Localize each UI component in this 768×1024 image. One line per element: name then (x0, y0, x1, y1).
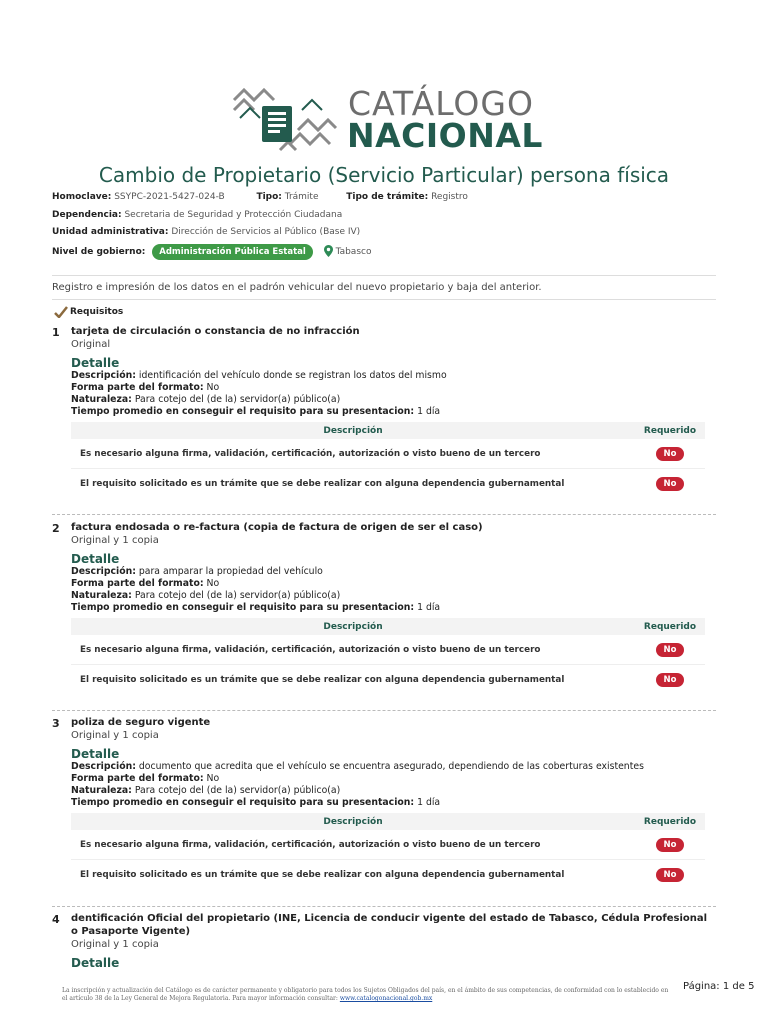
detalle-forma: Forma parte del formato: No (71, 773, 220, 784)
requisito-copies: Original y 1 copia (71, 730, 159, 741)
requerido-badge: No (656, 447, 685, 461)
table-row: Es necesario alguna firma, validación, certificación, autorización o visto bueno de un tercero No (71, 439, 705, 469)
detalle-naturaleza: Naturaleza: Para cotejo del (de la) servidor(a) público(a) (71, 394, 341, 405)
detalle-naturaleza: Naturaleza: Para cotejo del (de la) servidor(a) público(a) (71, 590, 341, 601)
col-requerido: Requerido (635, 422, 705, 439)
detalle-heading: Detalle (71, 956, 120, 970)
homoclave-value: SSYPC-2021-5427-024-B (114, 192, 225, 202)
checkmark-icon (54, 306, 68, 318)
detalle-tiempo: Tiempo promedio en conseguir el requisito para su presentacion: 1 día (71, 602, 441, 613)
detalle-heading: Detalle (71, 747, 120, 761)
table-row: Es necesario alguna firma, validación, certificación, autorización o visto bueno de un tercero No (71, 830, 705, 860)
table-row: El requisito solicitado es un trámite que se debe realizar con alguna dependencia gubernamental No (71, 665, 705, 695)
requisitos-header (54, 306, 123, 318)
requisito-copies: Original y 1 copia (71, 535, 159, 546)
requisito-title: factura endosada o re-factura (copia de factura de origen de ser el caso) (71, 522, 483, 533)
requerido-badge: No (656, 838, 685, 852)
homoclave-label: Homoclave: (52, 192, 112, 202)
requisito-copies: Original y 1 copia (71, 939, 159, 950)
detalle-descripcion: Descripción: para amparar la propiedad del vehículo (71, 566, 323, 577)
dependencia-label: Dependencia: (52, 210, 122, 220)
requisito-table (71, 813, 705, 889)
unidad-label: Unidad administrativa: (52, 227, 169, 237)
detalle-forma: Forma parte del formato: No (71, 382, 220, 393)
tipo-tramite-label: Tipo de trámite: (346, 192, 429, 202)
page-title: Cambio de Propietario (Servicio Particular) persona física (98, 163, 670, 187)
detalle-forma: Forma parte del formato: No (71, 578, 220, 589)
requisito-number: 3 (52, 717, 60, 730)
requerido-badge: No (656, 868, 685, 882)
requerido-badge: No (656, 643, 685, 657)
meta-row-nivel (52, 244, 371, 260)
table-row: El requisito solicitado es un trámite que se debe realizar con alguna dependencia gubernamental No (71, 469, 705, 499)
item-separator (52, 710, 716, 711)
requisito-table (71, 618, 705, 694)
detalle-descripcion: Descripción: documento que acredita que el vehículo se encuentra asegurado, dependiendo de las coberturas existentes (71, 761, 644, 772)
col-requerido: Requerido (635, 618, 705, 635)
col-descripcion: Descripción (71, 422, 635, 439)
meta-row-homoclave (52, 192, 468, 202)
detalle-naturaleza: Naturaleza: Para cotejo del (de la) servidor(a) público(a) (71, 785, 341, 796)
detalle-heading: Detalle (71, 356, 120, 370)
divider (52, 275, 716, 276)
footer-link[interactable]: www.catalogonacional.gob.mx (339, 995, 433, 1002)
unidad-value: Dirección de Servicios al Público (Base IV) (171, 227, 361, 237)
requisito-table (71, 422, 705, 498)
requisito-number: 4 (52, 913, 60, 926)
table-row: Es necesario alguna firma, validación, certificación, autorización o visto bueno de un tercero No (71, 635, 705, 665)
item-separator (52, 906, 716, 907)
requerido-badge: No (656, 673, 685, 687)
nivel-label: Nivel de gobierno: (52, 247, 146, 257)
dependencia-value: Secretaria de Seguridad y Protección Ciudadana (124, 210, 343, 220)
requisito-copies: Original (71, 339, 111, 350)
detalle-descripcion: Descripción: identificación del vehículo donde se registran los datos del mismo (71, 370, 447, 381)
detalle-heading: Detalle (71, 552, 120, 566)
meta-row-dependencia (52, 210, 342, 220)
col-descripcion: Descripción (71, 618, 635, 635)
table-row: El requisito solicitado es un trámite que se debe realizar con alguna dependencia gubernamental No (71, 860, 705, 890)
requisito-title: dentificación Oficial del propietario (INE, Licencia de conducir vigente del estado de Tabasco, Cédula Profesional o Pasaporte Vigente) (71, 913, 708, 937)
tipo-tramite-value: Registro (431, 192, 468, 202)
tipo-label: Tipo: (256, 192, 282, 202)
tipo-value: Trámite (284, 192, 319, 202)
col-descripcion: Descripción (71, 813, 635, 830)
requisito-title: tarjeta de circulación o constancia de no infracción (71, 326, 360, 337)
logo-text-catalogo: CATÁLOGO (348, 84, 534, 123)
catalogo-nacional-logo (230, 84, 543, 158)
catalogo-logo-icon (230, 88, 338, 156)
detalle-tiempo: Tiempo promedio en conseguir el requisito para su presentacion: 1 día (71, 797, 441, 808)
requisito-number: 1 (52, 326, 60, 339)
requisitos-label: Requisitos (70, 307, 124, 317)
col-requerido: Requerido (635, 813, 705, 830)
requisito-number: 2 (52, 522, 60, 535)
detalle-tiempo: Tiempo promedio en conseguir el requisito para su presentacion: 1 día (71, 406, 441, 417)
logo-text-nacional: NACIONAL (347, 116, 543, 155)
footer-legal-text: La inscripción y actualización del Catálogo es de carácter permanente y obligatorio para todos los Sujetos Obligados del país, en el ámbito de sus competencias, de conformidad con lo establecido en el artículo 38 de la Ley General de Mejora Regulatoria. Para mayor información consultar: www.catalogonacional.gob.mx (62, 987, 669, 1002)
location-pin-icon (324, 245, 333, 257)
estado-value: Tabasco (335, 247, 372, 257)
divider (52, 299, 716, 300)
requisito-title: poliza de seguro vigente (71, 717, 211, 728)
tramite-summary: Registro e impresión de los datos en el padrón vehicular del nuevo propietario y baja del anterior. (52, 282, 542, 293)
nivel-badge: Administración Pública Estatal (152, 244, 313, 260)
page-number: Página: 1 de 5 (683, 981, 755, 992)
meta-row-unidad (52, 227, 360, 237)
item-separator (52, 514, 716, 515)
requerido-badge: No (656, 477, 685, 491)
